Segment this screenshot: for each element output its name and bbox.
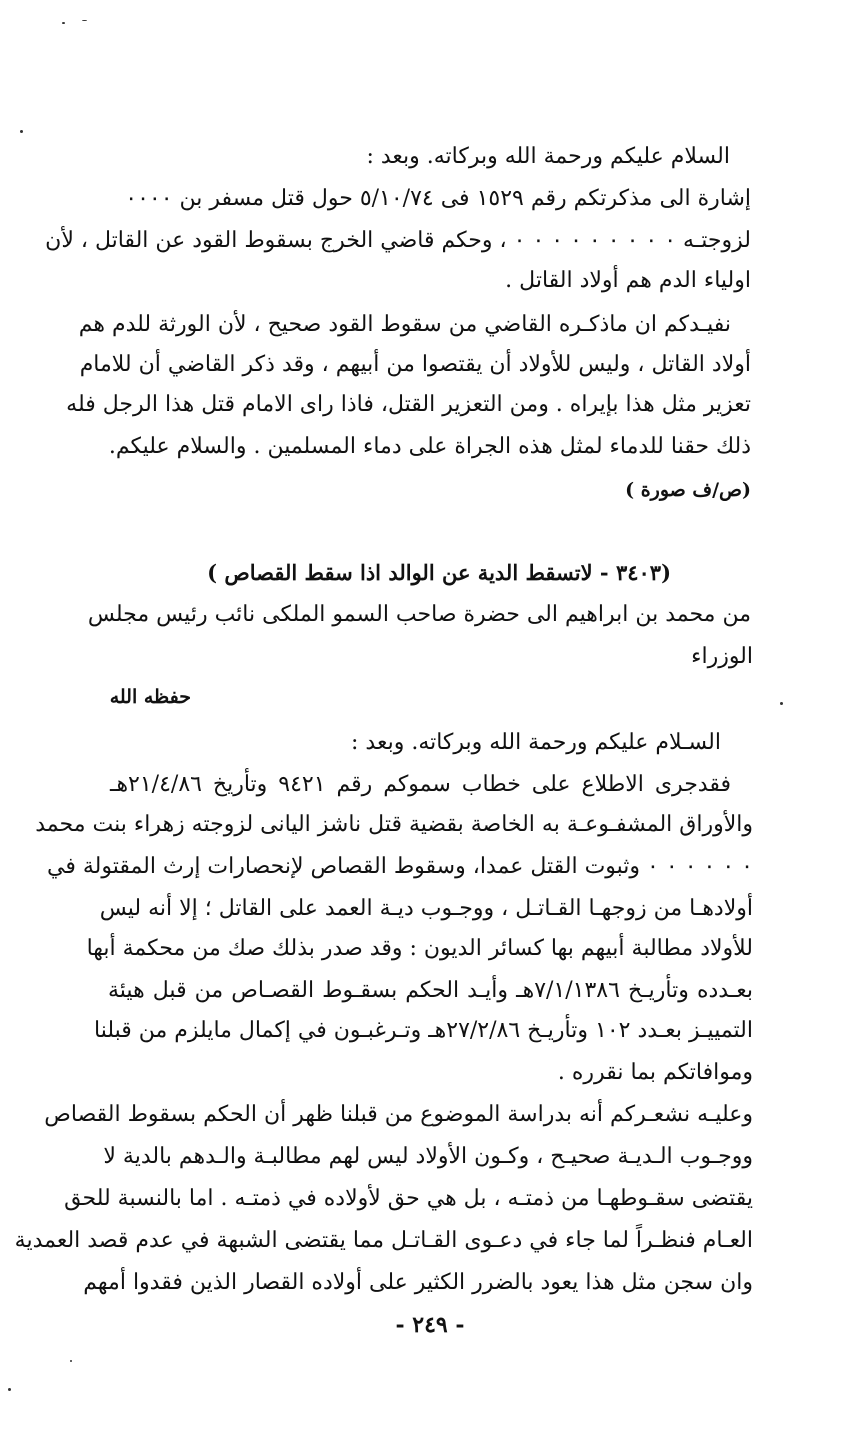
body-line: نفيـدكم ان ماذكـره القاضي من سقوط القود صحيح ، لأن الورثة للدم هم bbox=[78, 312, 731, 337]
body-line: للأولاد مطالبة أبيهم بها كسائر الديون : وقد صدر بذلك صك من محكمة أبها bbox=[86, 936, 753, 961]
body-line: أولادهـا من زوجهـا القـاتـل ، ووجـوب ديـة العمد على القاتل ؛ إلا أنه ليس bbox=[99, 896, 753, 921]
source-note: (ص/ف صورة ) bbox=[625, 479, 751, 501]
body-line: إشارة الى مذكرتكم رقم ١٥٢٩ فى ٥/١٠/٧٤ حول قتل مسفر بن ٠٠٠٠ bbox=[125, 186, 751, 211]
body-line: فقدجرى الاطلاع على خطاب سموكم رقم ٩٤٢١ وتأريخ ٢١/٤/٨٦هـ bbox=[110, 772, 731, 797]
sender-line: من محمد بن ابراهيم الى حضرة صاحب السمو الملكى نائب رئيس مجلس bbox=[87, 602, 751, 627]
body-line: وموافاتكم بما نقرره . bbox=[557, 1060, 753, 1085]
scan-speck bbox=[8, 1388, 11, 1391]
sender-line: الوزراء bbox=[691, 644, 753, 669]
greeting-line: السـلام عليكم ورحمة الله وبركاته. وبعد : bbox=[351, 730, 721, 755]
body-line: ذلك حقنا للدماء لمثل هذه الجراة على دماء المسلمين . والسلام عليكم. bbox=[108, 434, 751, 459]
body-line: وعليـه نشعـركم أنه بدراسة الموضوع من قبلنا ظهر أن الحكم بسقوط القصاص bbox=[44, 1102, 753, 1127]
body-line: وان سجن مثل هذا يعود بالضرر الكثير على أولاده القصار الذين فقدوا أمهم bbox=[83, 1270, 753, 1295]
scan-speck bbox=[780, 702, 783, 705]
body-line: ٠ ٠ ٠ ٠ ٠ ٠ وثبوت القتل عمدا، وسقوط القصاص لإنحصارات إرث المقتولة في bbox=[46, 854, 753, 879]
body-line: أولاد القاتل ، وليس للأولاد أن يقتصوا من أبيهم ، وقد ذكر القاضي أن للامام bbox=[79, 352, 751, 377]
scan-speck bbox=[70, 1360, 72, 1362]
page-number: - ٢٤٩ - bbox=[395, 1312, 465, 1338]
scan-speck bbox=[82, 20, 87, 21]
body-line: تعزير مثل هذا بإيراه . ومن التعزير القتل، فاذا راى الامام قتل هذا الرجل فله bbox=[66, 392, 751, 417]
body-line: يقتضى سقـوطهـا من ذمتـه ، بل هي حق لأولاده في ذمتـه . اما بالنسبة للحق bbox=[64, 1186, 753, 1211]
scan-speck bbox=[62, 22, 65, 24]
body-line: العـام فنظـراً لما جاء في دعـوى القـاتـل مما يقتضى الشبهة في عدم قصد العمدية bbox=[14, 1228, 753, 1253]
body-line: التمييـز بعـدد ١٠٢ وتأريـخ ٢٧/٢/٨٦هـ وتـرغبـون في إكمال مايلزم من قبلنا bbox=[93, 1018, 753, 1043]
body-line: ووجـوب الـديـة صحيـح ، وكـون الأولاد ليس لهم مطالبـة والـدهم بالدية لا bbox=[103, 1144, 753, 1169]
body-line: بعـدده وتأريـخ ٧/١/١٣٨٦هـ وأيـد الحكم بسقـوط القصـاص من قبل هيئة bbox=[108, 978, 754, 1003]
body-line: لزوجتـه ٠ ٠ ٠ ٠ ٠ ٠ ٠ ٠ ٠ ، وحكم قاضي الخرج بسقوط القود عن القاتل ، لأن bbox=[45, 228, 751, 253]
scan-speck bbox=[20, 130, 23, 133]
blessing-line: حفظه الله bbox=[109, 686, 191, 708]
body-line: اولياء الدم هم أولاد القاتل . bbox=[505, 268, 751, 293]
section-heading: (٣٤٠٣ - لاتسقط الدية عن الوالد اذا سقط القصاص ) bbox=[207, 560, 671, 585]
greeting-line: السلام عليكم ورحمة الله وبركاته. وبعد : bbox=[366, 144, 730, 169]
body-line: والأوراق المشفـوعـة به الخاصة بقضية قتل ناشز اليانى لزوجته زهراء بنت محمد bbox=[35, 812, 753, 837]
